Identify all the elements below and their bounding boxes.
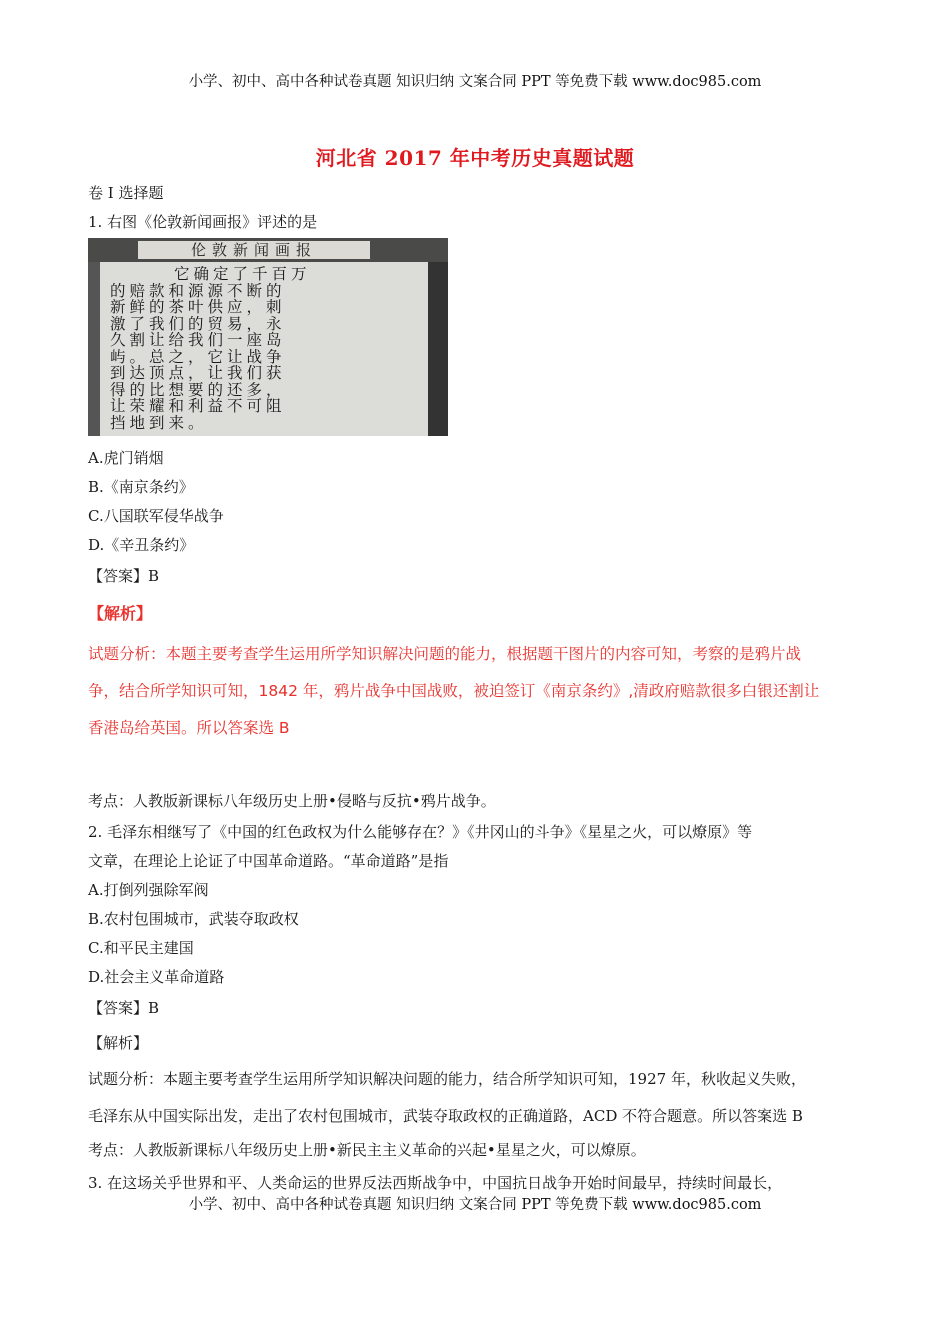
figure-left-border: [88, 262, 100, 436]
document-title: 河北省 2017 年中考历史真题试题: [315, 146, 635, 170]
q2-analysis-line: 毛泽东从中国实际出发，走出了农村包围城市，武装夺取政权的正确道路，ACD 不符合题意。所以答案选 B: [88, 1107, 803, 1125]
figure-line: 激了我们的贸易，永: [110, 314, 286, 333]
page-header: 小学、初中、高中各种试卷真题 知识归纳 文案合同 PPT 等免费下载 www.doc985.com: [188, 74, 762, 90]
q1-knowledge-point: 考点：人教版新课标八年级历史上册•侵略与反抗•鸦片战争。: [88, 792, 496, 810]
q1-option-d: D.《辛丑条约》: [88, 536, 195, 554]
q1-option-b: B.《南京条约》: [88, 478, 194, 496]
figure-line: 新鲜的茶叶供应，刺: [110, 298, 286, 316]
q2-option-b: B.农村包围城市，武装夺取政权: [88, 910, 299, 928]
figure-right-border: [428, 262, 448, 436]
q1-option-a: A.虎门销烟: [88, 449, 164, 467]
page-footer: 小学、初中、高中各种试卷真题 知识归纳 文案合同 PPT 等免费下载 www.doc985.com: [188, 1197, 762, 1213]
q2-stem-line: 文章，在理论上论证了中国革命道路。“革命道路”是指: [88, 852, 449, 870]
figure-line: 的赔款和源源不断的: [110, 281, 286, 300]
q1-answer: 【答案】B: [88, 567, 160, 585]
q2-option-d: D.社会主义革命道路: [88, 968, 225, 986]
figure-line: 让荣耀和利益不可阻: [110, 397, 286, 415]
q1-stem: 1. 右图《伦敦新闻画报》评述的是: [88, 213, 318, 231]
figure-text: [110, 266, 430, 431]
section-heading: 卷 I 选择题: [88, 184, 164, 202]
q1-analysis-line: 香港岛给英国。所以答案选 B: [88, 719, 290, 737]
figure-line: 它确定了千百万: [174, 265, 311, 283]
q2-stem-line: 2. 毛泽东相继写了《中国的红色政权为什么能够存在？》《井冈山的斗争》《星星之火，可以燎原》等: [88, 823, 753, 841]
q2-analysis-line: 试题分析：本题主要考查学生运用所学知识解决问题的能力，结合所学知识可知，1927 年，秋收起义失败，: [88, 1070, 806, 1088]
figure-line: 挡地到来。: [110, 413, 208, 432]
q1-analysis-heading: 【解析】: [88, 604, 153, 623]
q2-option-a: A.打倒列强除军阀: [88, 881, 209, 899]
q3-stem: 3. 在这场关乎世界和平、人类命运的世界反法西斯战争中，中国抗日战争开始时间最早，持续时间最长，: [88, 1174, 783, 1192]
q2-option-c: C.和平民主建国: [88, 939, 194, 957]
q2-knowledge-point: 考点：人教版新课标八年级历史上册•新民主主义革命的兴起•星星之火，可以燎原。: [88, 1141, 646, 1159]
q1-option-c: C.八国联军侵华战争: [88, 507, 224, 525]
figure-line: 屿。总之，它让战争: [110, 347, 286, 366]
figure-line: 得的比想要的还多，: [110, 380, 286, 399]
q1-analysis-line: 试题分析：本题主要考查学生运用所学知识解决问题的能力，根据题干图片的内容可知，考察的是鸦片战: [88, 645, 802, 663]
figure-line: 到达顶点，让我们获: [110, 364, 286, 382]
figure-banner-title: 伦敦新闻画报: [138, 241, 370, 259]
q1-figure-newspaper: [88, 238, 448, 436]
figure-line: 久割让给我们一座岛: [110, 331, 286, 349]
q2-answer: 【答案】B: [88, 999, 160, 1017]
q1-analysis-line: 争，结合所学知识可知，1842 年，鸦片战争中国战败，被迫签订《南京条约》,清政府赔款很多白银还割让: [88, 682, 820, 700]
q2-analysis-heading: 【解析】: [88, 1034, 149, 1052]
figure-banner: [88, 238, 448, 262]
